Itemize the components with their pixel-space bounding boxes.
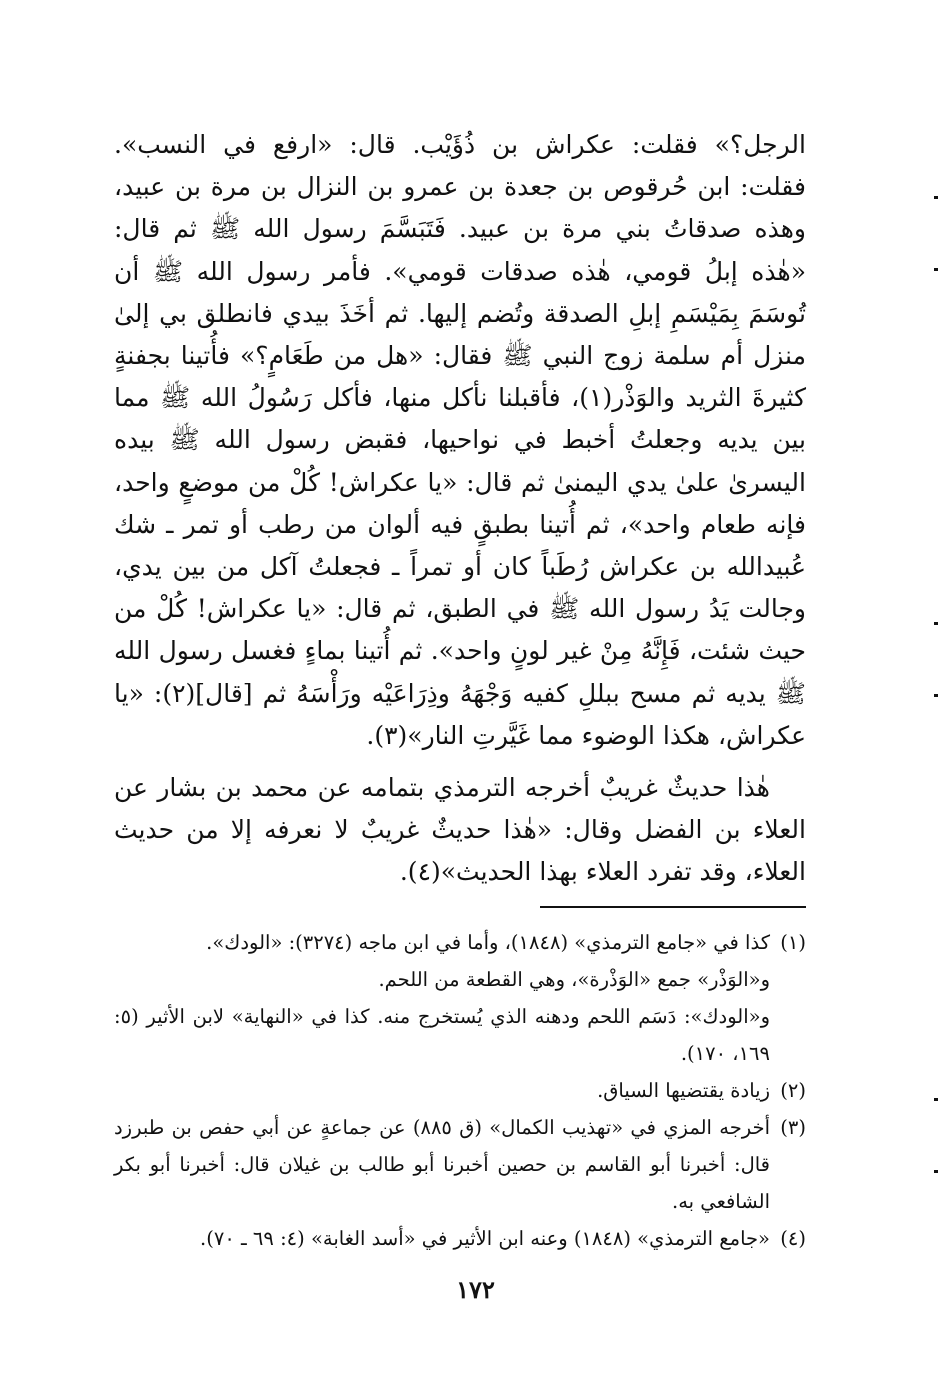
margin-speck <box>934 1170 938 1173</box>
footnote-number: (٢) <box>780 1079 806 1102</box>
footnote-4 <box>114 1220 806 1257</box>
footnote-text: أخرجه المزي في «تهذيب الكمال» (ق ٨٨٥) عن جماعةٍ عن أبي حفص بن طبرزد قال: أخبرنا أبو القاسم بن حصين أخبرنا أبو طالب بن غيلان قال: أخبرنا أبو بكر الشافعي به. <box>114 1116 770 1213</box>
main-text <box>114 124 806 894</box>
footnote-1 <box>114 924 806 961</box>
footnote-1-continuation-1: و«الوَذْر» جمع «الوَذْرة»، وهي القطعة من اللحم. <box>378 968 770 991</box>
footnote-separator <box>540 906 806 908</box>
footnotes <box>114 924 806 1257</box>
footnote-text: زيادة يقتضيها السياق. <box>597 1079 770 1102</box>
margin-speck <box>934 694 938 697</box>
footnote-number: (١) <box>780 931 806 954</box>
footnote-3 <box>114 1109 806 1220</box>
footnote-number: (٤) <box>780 1227 806 1250</box>
footnote-text: «جامع الترمذي» (١٨٤٨) وعنه ابن الأثير في «أسد الغابة» (٤: ٦٩ ـ ٧٠). <box>200 1227 770 1250</box>
margin-speck <box>934 1098 938 1101</box>
footnote-text: كذا في «جامع الترمذي» (١٨٤٨)، وأما في ابن ماجه (٣٢٧٤): «الودك». <box>206 931 770 954</box>
paragraph-1: الرجل؟» فقلت: عكراش بن ذُؤَيْب. قال: «ارفع في النسب». فقلت: ابن حُرقوص بن جعدة بن عمرو بن النزال بن مرة بن عبيد، وهذه صدقاتُ بني مرة بن عبيد. فَتَبَسَّمَ رسول الله ﷺ ثم قال: «هٰذه إبلُ قومي، هٰذه صدقات قومي». فأمر رسول الله ﷺ أن تُوسَمَ بِمَيْسَمِ إبلِ الصدقة وتُضم إليها. ثم أخَذَ بيدي فانطلق بي إلىٰ منزل أم سلمة زوج النبي ﷺ فقال: «هل من طَعَامٍ؟» فأُتينا بجفنةٍ كثيرةَ الثريد والوَذْر(١)، فأقبلنا نأكل منها، فأكل رَسُولُ الله ﷺ مما بين يديه وجعلتُ أخبط في نواحيها، فقبض رسول الله ﷺ بيده اليسرىٰ علىٰ يدي اليمنىٰ ثم قال: «يا عكراش! كُلْ من موضعٍ واحد، فإنه طعام واحد»، ثم أُتينا بطبقٍ فيه ألوان من رطب أو تمر ـ شك عُبيدالله بن عكراش رُطَباً كان أو تمراً ـ فجعلتُ آكل من بين يدي، وجالت يَدُ رسول الله ﷺ في الطبق، ثم قال: «يا عكراش! كُلْ من حيث شئت، فَإِنَّهُ مِنْ غير لونٍ واحد». ثم أُتينا بماءٍ فغسل رسول الله ﷺ يديه ثم مسح ببللِ كفيه وَجْهَهُ وذِرَاعَيْه ورَأْسَهُ ثم [قال](٢): «يا عكراش، هكذا الوضوء مما غَيَّرتِ النار»(٣). <box>114 130 806 750</box>
page-number: ١٧٢ <box>456 1275 495 1304</box>
margin-speck <box>934 622 938 625</box>
footnote-2 <box>114 1072 806 1109</box>
margin-speck <box>934 268 938 271</box>
margin-speck <box>934 196 938 199</box>
footnote-1-continuation-2: و«الودك»: دَسَم اللحم ودهنه الذي يُستخرج منه. كذا في «النهاية» لابن الأثير (٥: ١٦٩، ١٧٠). <box>114 1005 770 1065</box>
paragraph-2: هٰذا حديثٌ غريبٌ أخرجه الترمذي بتمامه عن محمد بن بشار عن العلاء بن الفضل وقال: «هٰذا حديثٌ غريبٌ لا نعرفه إلا من حديث العلاء، وقد تفرد العلاء بهذا الحديث»(٤). <box>114 773 806 887</box>
footnote-number: (٣) <box>780 1116 806 1139</box>
